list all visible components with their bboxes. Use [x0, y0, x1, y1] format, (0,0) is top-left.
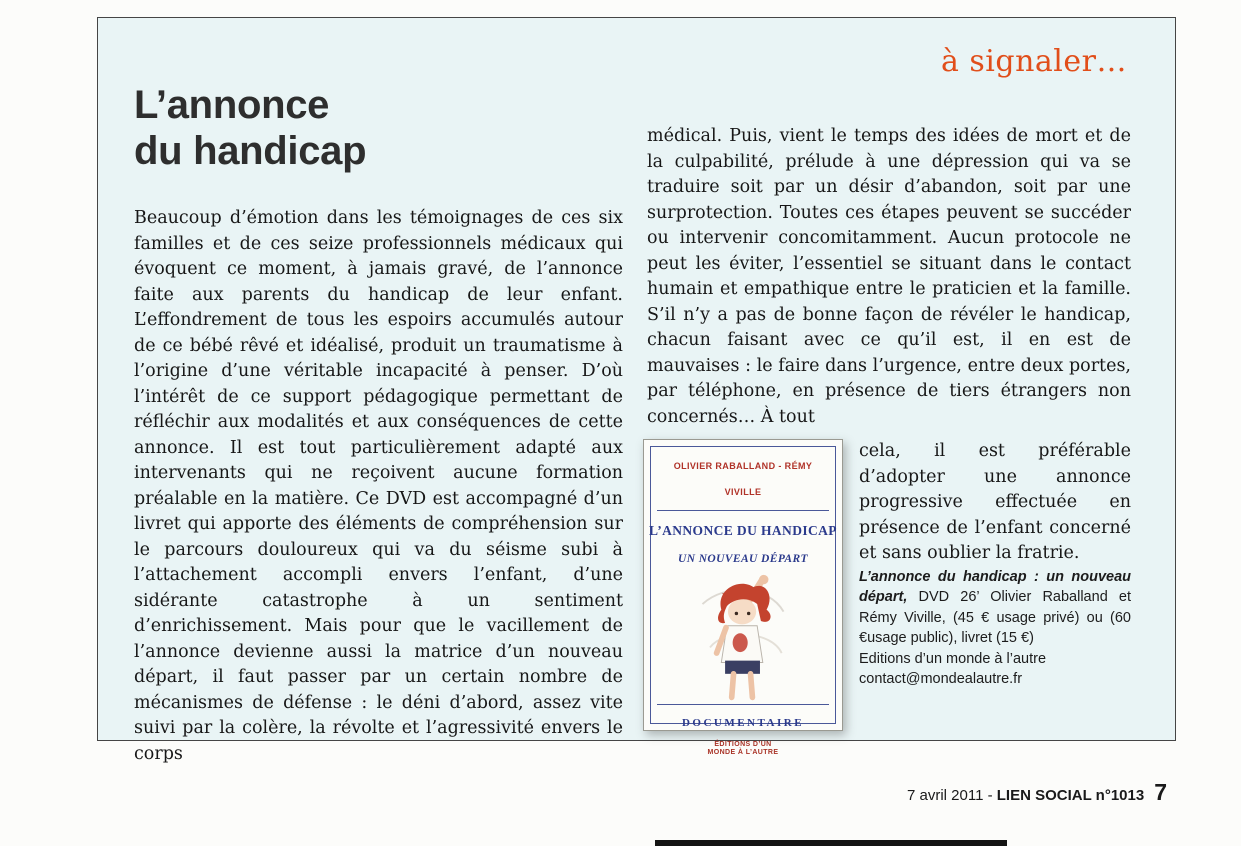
scan-artifact-bar [655, 840, 1007, 846]
caption-email: contact@mondealautre.fr [859, 671, 1023, 687]
caption-publisher: Editions d’un monde à l’autre [859, 650, 1047, 667]
footer-date: 7 avril 2011 - [907, 787, 997, 804]
dvd-authors: OLIVIER RABALLAND - RÉMY VIVILLE [657, 454, 829, 511]
article-title [134, 82, 366, 174]
dvd-subtitle: UN NOUVEAU DÉPART [678, 552, 808, 565]
article-panel [97, 17, 1176, 764]
dvd-cover [643, 439, 843, 756]
dvd-title: L’ANNONCE DU HANDICAP [649, 523, 837, 538]
article-title-line1: L’annonce [134, 83, 330, 127]
article-column-right [647, 124, 1131, 756]
dvd-illustration [657, 572, 829, 704]
article-column-left: Beaucoup d’émotion dans les témoignages de ces six familles et de ces seize professionnels médicaux qui évoquent ce moment, à jamais gravé, de l’annonce faite aux parents du handicap de leur enfant. L’effondrement de tous les espoirs accumulés autour de ce bébé rêvé et idéalisé, produit un traumatisme à l’origine d’une véritable incapacité à penser. D’où l’intérêt de ce support pédagogique permettant de réfléchir aux modalités et aux conséquences de cette annonce. Il est tout particulièrement adapté aux intervenants qui ne reçoivent aucune formation préalable en la matière. Ce DVD est accompagné d’un livret qui apporte des éléments de compréhension sur le parcours douloureux qui va du séisme subi à l’attachement accompli envers l’enfant, d’une sidérante catastrophe à un sentiment d’enrichissement. Mais pour que le vacillement de l’annonce devienne aussi la matrice d’un nouveau départ, il faut passer par un certain nombre de mécanismes de défense : le déni d’abord, assez vite suivi par la colère, la révolte et l’agressivité envers le corps [134, 208, 623, 764]
dvd-publisher-logo: ÉDITIONS D’UN MONDE À L’AUTRE [707, 740, 779, 756]
article-title-line2: du handicap [134, 129, 367, 173]
article-wrap-text: cela, il est préférable d’adopter une annonce progressive effectuée en présence de l’enfant concerné et sans oublier la fratrie. [859, 441, 1131, 563]
caption-title: L’annonce du handicap : un nouveau départ, [859, 568, 1131, 605]
dvd-cover-inner [649, 446, 837, 756]
wrap-column [859, 439, 1131, 690]
footer-journal: LIEN SOCIAL n°1013 [996, 787, 1145, 804]
dvd-caption [859, 567, 1131, 690]
media-row [647, 439, 1131, 756]
dvd-genre: DOCUMENTAIRE [657, 704, 829, 741]
footer-page-number: 7 [1154, 779, 1167, 805]
article-column-right-text: médical. Puis, vient le temps des idées de mort et de la culpabilité, prélude à une dépression qui va se traduire soit par un désir d’abandon, soit par une surprotection. Toutes ces étapes peuvent se succéder ou intervenir concomitamment. Aucun protocole ne peut les éviter, l’essentiel se situant dans le contact humain et empathique entre le praticien et la famille. S’il n’y a pas de bonne façon de révéler le handicap, chacun faisant avec ce qu’il est, il en est de mauvaises : le faire dans l’urgence, entre deux portes, par téléphone, en présence de tiers étrangers non concernés… À tout [647, 126, 1131, 427]
caption-details: DVD 26’ Olivier Raballand et Rémy Viville, (45 € usage privé) ou (60 €usage public), livret (15 €) [859, 589, 1131, 646]
page-footer [907, 779, 1167, 806]
section-label: à signaler… [940, 44, 1127, 79]
